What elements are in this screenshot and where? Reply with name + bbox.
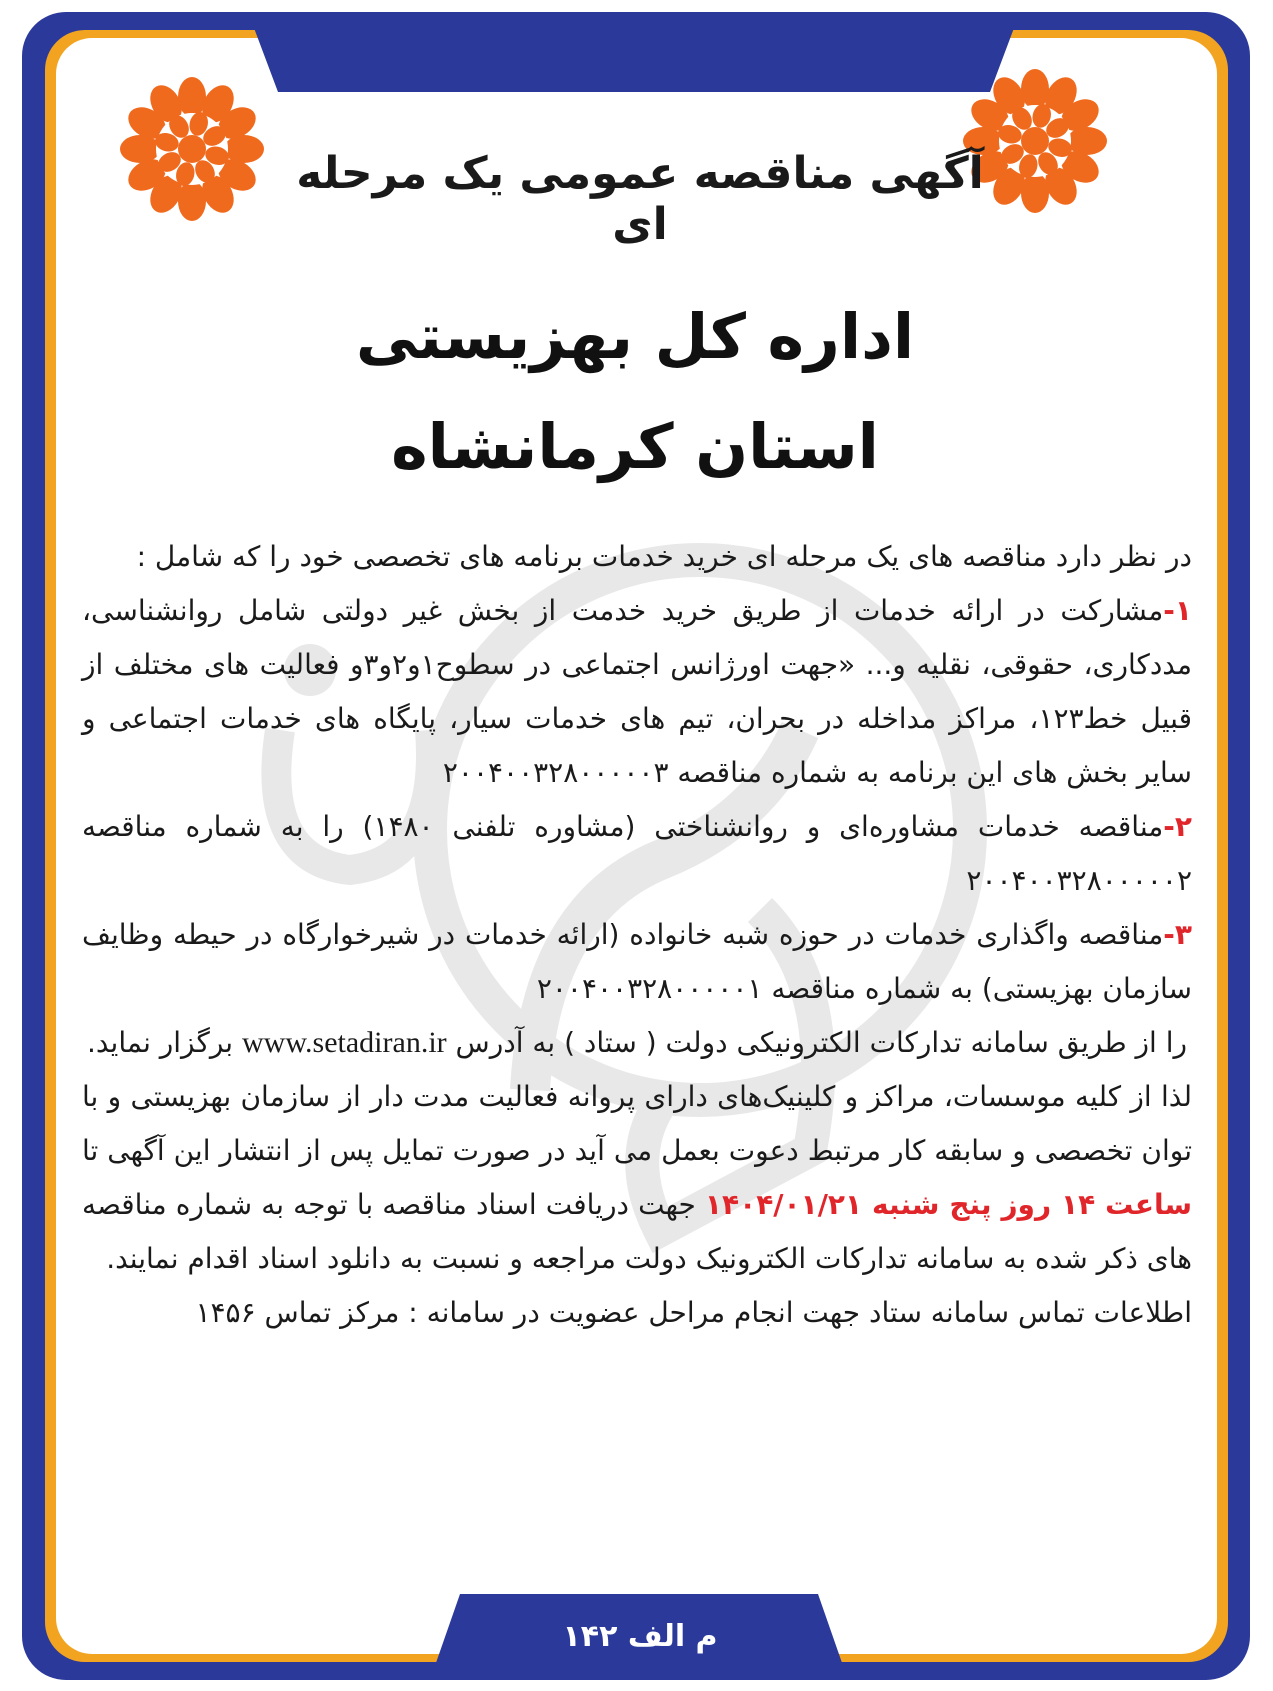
item-3-text: مناقصه واگذاری خدمات در حوزه شبه خانواده (ارائه خدمات در شیرخوارگاه در حیطه وظایف سازمان بهزیستی) به شماره مناقصه ۲۰۰۴۰۰۳۲۸۰۰۰۰۰۱ — [82, 918, 1192, 1005]
item-3 — [82, 908, 1192, 1016]
item-1-number: ۱- — [1163, 594, 1192, 627]
footer-code: م الف ۱۴۲ — [562, 1619, 718, 1654]
item-2-number: ۲- — [1163, 810, 1192, 843]
contact-paragraph: اطلاعات تماس سامانه ستاد جهت انجام مراحل عضویت در سامانه : مرکز تماس ۱۴۵۶ — [195, 1296, 1192, 1329]
deadline-text: ساعت ۱۴ روز پنج شنبه ۱۴۰۴/۰۱/۲۱ — [704, 1188, 1193, 1221]
item-2-text: مناقصه خدمات مشاوره‌ای و روانشناختی (مشاوره تلفنی ۱۴۸۰) را به شماره مناقصه ۲۰۰۴۰۰۳۲۸۰۰۰۰۰۲ — [82, 810, 1192, 897]
item-1 — [82, 584, 1192, 800]
setad-text-pre: را از طریق سامانه تدارکات الکترونیکی دولت ( ستاد ) به آدرس — [455, 1026, 1188, 1059]
item-2 — [82, 800, 1192, 908]
setad-url-link[interactable]: www.setadiran.ir — [241, 1026, 447, 1059]
ad-title: آگهی مناقصه عمومی یک مرحله ای — [296, 148, 984, 250]
org-name: اداره کل بهزیستی — [355, 300, 915, 373]
item-3-number: ۳- — [1163, 918, 1192, 951]
setad-paragraph — [82, 1016, 1192, 1070]
behzisti-logo-left — [117, 74, 267, 224]
invitation-text-b: جهت دریافت اسناد مناقصه با توجه به شماره مناقصه های ذکر شده به سامانه تدارکات الکترونیک دولت مراجعه و نسبت به دانلود اسناد اقدام نمایند. — [82, 1188, 1192, 1275]
item-1-text: مشارکت در ارائه خدمات از طریق خرید خدمت از بخش غیر دولتی شامل روانشناسی، مددکاری، حقوقی، نقلیه و... «جهت اورژانس اجتماعی در سطوح۱و۲و۳و فعالیت های مختلف از قبیل خط۱۲۳، مراکز مداخله در بحران، تیم های خدمات سیار، پایگاه های خدمات اجتماعی و سایر بخش های این برنامه به شماره مناقصه ۲۰۰۴۰۰۳۲۸۰۰۰۰۰۳ — [82, 594, 1192, 789]
intro-paragraph: در نظر دارد مناقصه های یک مرحله ای خرید خدمات برنامه های تخصصی خود را که شامل : — [136, 540, 1192, 573]
invitation-text-a: لذا از کلیه موسسات، مراکز و کلینیک‌های دارای پروانه فعالیت مدت دار از سازمان بهزیستی و با توان تخصصی و سابقه کار مرتبط دعوت بعمل می آید در صورت تمایل پس از انتشار این آگهی تا — [82, 1080, 1192, 1167]
ad-body — [82, 530, 1192, 1340]
org-province: استان کرمانشاه — [391, 410, 879, 483]
setad-text-post: برگزار نماید. — [86, 1026, 234, 1059]
invitation-paragraph — [82, 1070, 1192, 1286]
